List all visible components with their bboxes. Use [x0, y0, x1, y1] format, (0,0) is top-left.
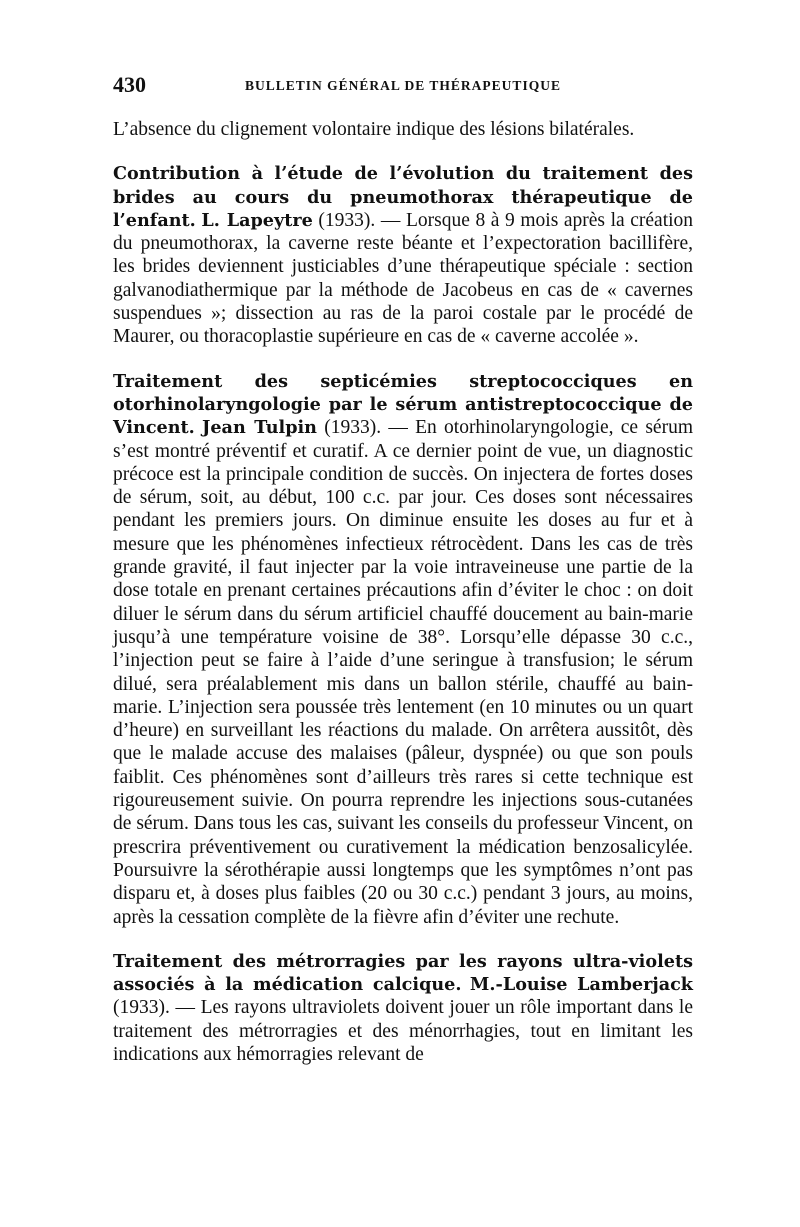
article-tulpin: [113, 370, 693, 929]
article-title: Contribution à l’étude de l’évolution du traitement des brides au cours du pneumothorax thérapeutique de l’enfant.: [113, 163, 693, 231]
article-author: L. Lapeytre: [201, 209, 313, 231]
article-year: (1933).: [318, 209, 376, 231]
intro-paragraph: L’absence du clignement volontaire indique des lésions bilatérales.: [113, 119, 635, 140]
article-body: — Les rayons ultraviolets doivent jouer un rôle important dans le traitement des métrorragies et des ménorrhagies, tout en limitant les indications aux hémorragies relevant de: [113, 997, 694, 1065]
article-year: (1933).: [324, 417, 382, 439]
page-number: 430: [113, 72, 146, 97]
page-body: [113, 118, 693, 1066]
article-body: — En otorhinolaryngologie, ce sérum s’est montré préventif et curatif. A ce dernier point de vue, un diagnostic précoce est la principale condition de succès. On injectera de fortes doses de sérum, soit, au début, 100 c.c. par jour. Ces doses sont nécessaires pendant les premiers jours. On diminue ensuite les doses au fur et à mesure que les phénomènes infectieux rétrocèdent. Dans les cas de très grande gravité, il faut injecter par la voie intraveineuse une partie de la dose totale en prenant certaines précautions afin d’éviter le choc : on doit diluer le sérum dans du sérum artificiel chauffé doucement au bain-marie jusqu’à une température voisine de 38°. Lorsqu’elle dépasse 30 c.c., l’injection peut se faire à l’aide d’une seringue à transfusion; le sérum dilué, sera préalablement mis dans un ballon stérile, chauffé au bain-marie. L’injection sera poussée très lentement (en 10 minutes ou un quart d’heure) en surveillant les réactions du malade. On arrêtera aussitôt, dès que le malade accuse des malaises (pâleur, dyspnée) ou que son pouls faiblit. Ces phénomènes sont d’ailleurs très rares si cette technique est rigoureusement suivie. On pourra reprendre les injections sous-cutanées de sérum. Dans tous les cas, suivant les conseils du professeur Vincent, on prescrira préventivement ou curativement la médication benzosalicylée. Poursuivre la sérothérapie aussi longtemps que les symptômes n’ont pas disparu et, à doses plus faibles (20 ou 30 c.c.) pendant 3 jours, au moins, après la cessation complète de la fièvre afin d’éviter une rechute.: [113, 417, 693, 928]
page-header: [113, 72, 693, 102]
article-title: Traitement des métrorragies par les rayons ultra-violets associés à la médication calcique.: [113, 950, 693, 996]
running-title: BULLETIN GÉNÉRAL DE THÉRAPEUTIQUE: [245, 78, 561, 93]
article-title: Traitement des septicémies streptococciques en otorhinolaryngologie par le sérum antistreptococcique de Vincent.: [113, 370, 693, 439]
article-body: — Lorsque 8 à 9 mois après la création du pneumothorax, la caverne reste béante et l’expectoration bacillifère, les brides deviennent justiciables d’une thérapeutique spéciale : section galvanodiathermique par la méthode de Jacobeus en cas de « cavernes suspendues »; dissection au ras de la paroi costale par le procédé de Maurer, ou thoracoplastie supérieure en cas de « caverne accolée ».: [113, 209, 694, 348]
article-year: (1933).: [113, 997, 170, 1019]
article-lapeytre: [113, 162, 693, 348]
article-lamberjack: [113, 950, 693, 1066]
article-author: M.-Louise Lamberjack: [469, 974, 694, 996]
article-author: Jean Tulpin: [202, 417, 317, 439]
